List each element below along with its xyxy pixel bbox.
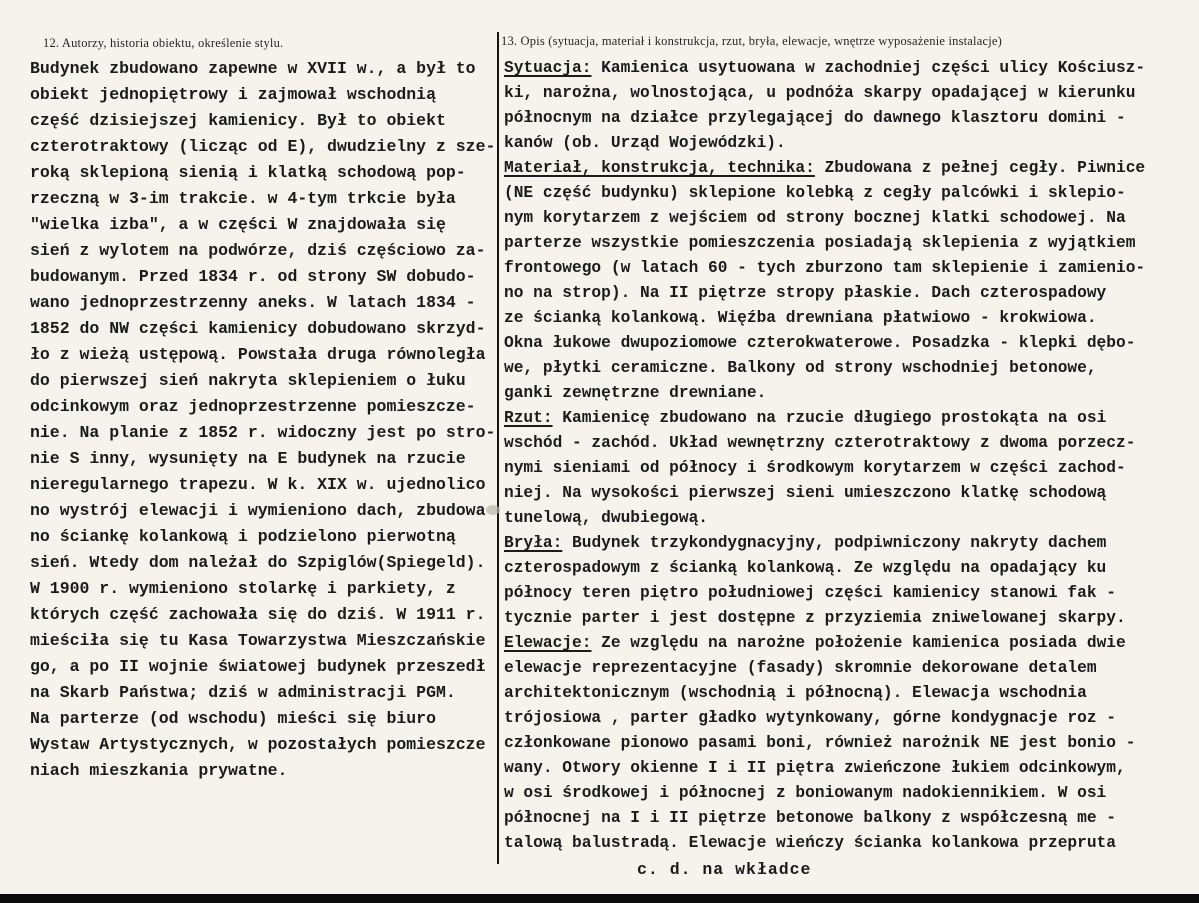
text-line: W 1900 r. wymieniono stolarkę i parkiety, z (30, 579, 456, 598)
text-line: Budynek zbudowano zapewne w XVII w., a był to (30, 59, 476, 78)
text-line: członkowane pionowo pasami boni, również narożnik NE jest bonio - (504, 734, 1136, 752)
text-line: ło z wieżą ustępową. Powstała druga równoległa (30, 345, 486, 364)
text-line: parterze wszystkie pomieszczenia posiadają sklepienia z wyjątkiem (504, 234, 1136, 252)
left-column-text (30, 56, 496, 784)
text-line: odcinkowym oraz jednoprzestrzenne pomieszcze- (30, 397, 476, 416)
text-line: Bryła: Budynek trzykondygnacyjny, podpiwniczony nakryty dachem (504, 534, 1107, 552)
text-line: talową balustradą. Elewacje wieńczy ścianka kolankowa przepruta (504, 834, 1116, 852)
text-line: elewacje reprezentacyjne (fasady) skromnie dekorowane detalem (504, 659, 1097, 677)
section-label: Elewacje: (504, 634, 592, 652)
text-line: mieściła się tu Kasa Towarzystwa Mieszczańskie (30, 631, 486, 650)
text-line: no ściankę kolankową i podzielono pierwotną (30, 527, 456, 546)
text-line: Na parterze (od wschodu) mieści się biuro (30, 709, 436, 728)
text-line: roką sklepioną sienią i klatką schodową pop- (30, 163, 466, 182)
text-line: nie S inny, wysunięty na E budynek na rzucie (30, 449, 466, 468)
right-column-text (504, 56, 1196, 856)
text-line: Sytuacja: Kamienica usytuowana w zachodniej części ulicy Kościusz- (504, 59, 1146, 77)
text-line: obiekt jednopiętrowy i zajmował wschodnią (30, 85, 436, 104)
text-line: (NE część budynku) sklepione kolebką z cegły palcówki i sklepio- (504, 184, 1126, 202)
text-line: na Skarb Państwa; dziś w administracji PGM. (30, 683, 456, 702)
text-line: sień z wylotem na podwórze, dziś częściowo za- (30, 241, 486, 260)
column-divider-line (497, 32, 499, 864)
text-line: północnej na I i II piętrze betonowe balkony z współczesną me - (504, 809, 1116, 827)
text-line: tunelową, dwubiegową. (504, 509, 708, 527)
text-line: północy teren piętro południowej części kamienicy stanowi fak - (504, 584, 1116, 602)
text-line: frontowego (w latach 60 - tych zburzono tam sklepienie i zamienio- (504, 259, 1146, 277)
text-line: trójosiowa , parter gładko wytynkowany, górne kondygnacje roz - (504, 709, 1116, 727)
text-line: Wystaw Artystycznych, w pozostałych pomieszcze (30, 735, 486, 754)
text-line: nieregularnego trapezu. W k. XIX w. ujednolico (30, 475, 486, 494)
text-line: wany. Otwory okienne I i II piętra zwieńczone łukiem odcinkowym, (504, 759, 1126, 777)
text-line: budowanym. Przed 1834 r. od strony SW dobudo- (30, 267, 476, 286)
text-line: no na strop). Na II piętrze stropy płaskie. Dach czterospadowy (504, 284, 1107, 302)
text-line: wano jednoprzestrzenny aneks. W latach 1834 - (30, 293, 476, 312)
text-line: go, a po II wojnie światowej budynek przeszedł (30, 657, 486, 676)
text-line: nie. Na planie z 1852 r. widoczny jest po stro- (30, 423, 496, 442)
text-line: sień. Wtedy dom należał do Szpiglów(Spiegeld). (30, 553, 486, 572)
continuation-note: c. d. na wkładce (637, 860, 812, 879)
text-line: w osi środkowej i północnej z boniowanym nadokiennikiem. W osi (504, 784, 1107, 802)
text-line: niach mieszkania prywatne. (30, 761, 288, 780)
text-line: "wielka izba", a w części W znajdowała się (30, 215, 446, 234)
text-line: we, płytki ceramiczne. Balkony od strony wschodniej betonowe, (504, 359, 1097, 377)
section-label: Sytuacja: (504, 59, 592, 77)
section-13-header: 13. Opis (sytuacja, materiał i konstrukcja, rzut, bryła, elewacje, wnętrze wyposażenie instalacje) (501, 34, 1003, 48)
text-line: czterospadowym z ścianką kolankową. Ze względu na opadający ku (504, 559, 1107, 577)
text-line: architektonicznym (wschodnią i północną). Elewacja wschodnia (504, 684, 1087, 702)
text-line: północnym na działce przylegającej do dawnego klasztoru domini - (504, 109, 1126, 127)
scan-smudge (486, 505, 500, 515)
text-line: nymi sieniami od północy i środkowym korytarzem w części zachod- (504, 459, 1126, 477)
text-line: tycznie parter i jest dostępne z przyziemia zniwelowanej skarpy. (504, 609, 1126, 627)
text-line: Materiał, konstrukcja, technika: Zbudowana z pełnej cegły. Piwnice (504, 159, 1146, 177)
text-line: nym korytarzem z wejściem od strony bocznej klatki schodowej. Na (504, 209, 1126, 227)
text-line: ganki zewnętrzne drewniane. (504, 384, 767, 402)
text-line: 1852 do NW części kamienicy dobudowano skrzyd- (30, 319, 486, 338)
scan-edge-bar (0, 894, 1199, 903)
text-line: niej. Na wysokości pierwszej sieni umieszczono klatkę schodową (504, 484, 1107, 502)
text-line: kanów (ob. Urząd Wojewódzki). (504, 134, 786, 152)
text-line: no wystrój elewacji i wymieniono dach, zbudowa (30, 501, 486, 520)
text-line: wschód - zachód. Układ wewnętrzny czterotraktowy z dwoma porzecz- (504, 434, 1136, 452)
text-line: ki, narożna, wolnostojąca, u podnóża skarpy opadającej w kierunku (504, 84, 1136, 102)
section-label: Bryła: (504, 534, 563, 552)
text-line: Elewacje: Ze względu na narożne położenie kamienica posiada dwie (504, 634, 1126, 652)
text-line: część dzisiejszej kamienicy. Był to obiekt (30, 111, 446, 130)
text-line: Rzut: Kamienicę zbudowano na rzucie długiego prostokąta na osi (504, 409, 1107, 427)
section-12-header: 12. Autorzy, historia obiektu, określenie stylu. (43, 36, 284, 50)
section-label: Rzut: (504, 409, 553, 427)
text-line: ze ścianką kolankową. Więźba drewniana płatwiowo - krokwiowa. (504, 309, 1097, 327)
text-line: których część zachowała się do dziś. W 1911 r. (30, 605, 486, 624)
section-label: Materiał, konstrukcja, technika: (504, 159, 815, 177)
text-line: Okna łukowe dwupoziomowe czterokwaterowe. Posadzka - klepki dębo- (504, 334, 1136, 352)
text-line: rzeczną w 3-im trakcie. w 4-tym trkcie była (30, 189, 456, 208)
text-line: do pierwszej sień nakryta sklepieniem o łuku (30, 371, 466, 390)
text-line: czterotraktowy (licząc od E), dwudzielny z sze- (30, 137, 496, 156)
